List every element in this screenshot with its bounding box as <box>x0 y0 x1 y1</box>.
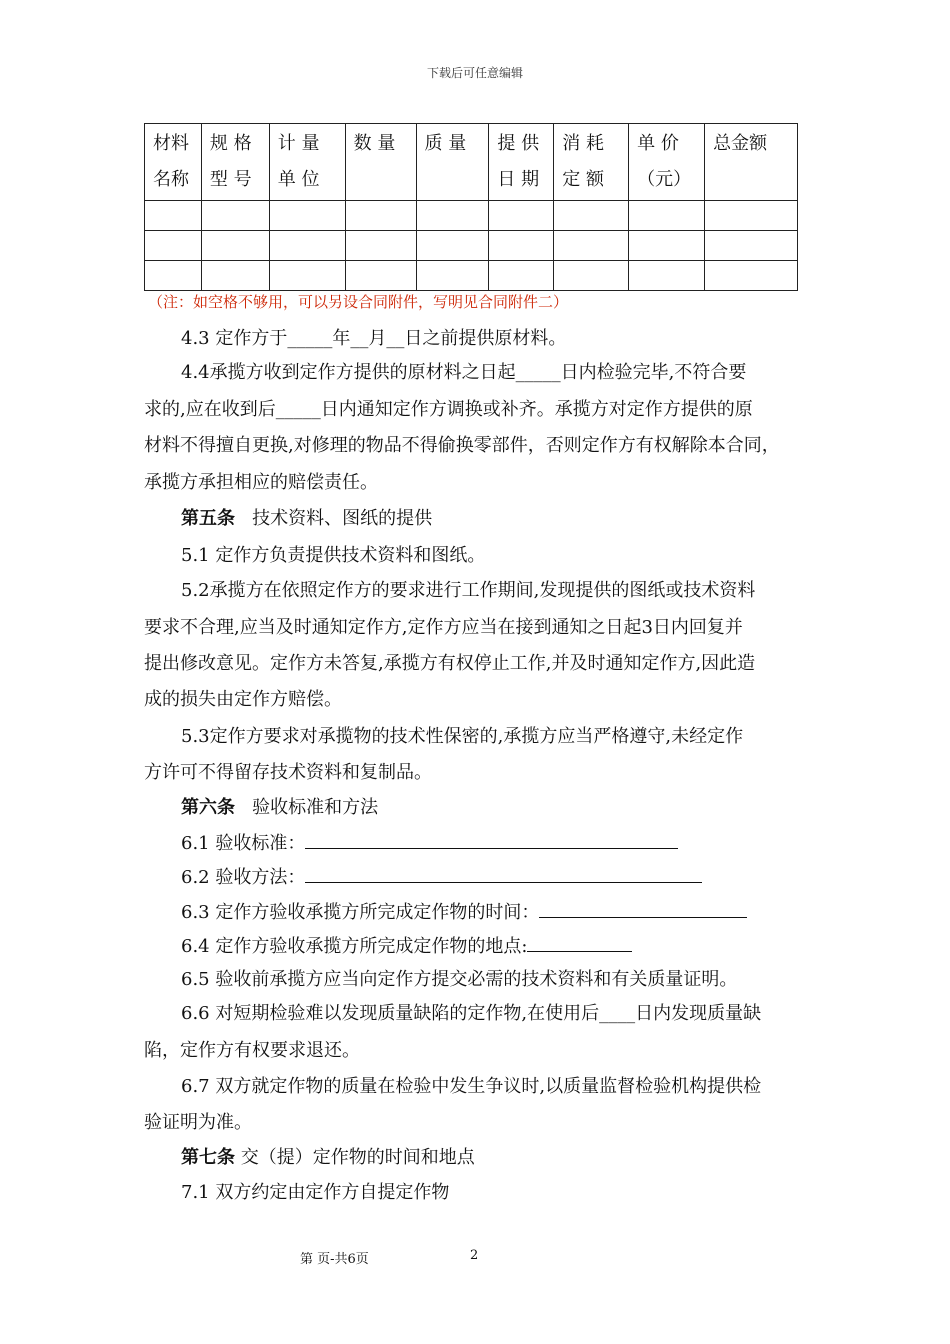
header-cell: 计 量 单 位 <box>269 124 345 201</box>
clause-7-1: 7.1 双方约定由定作方自提定作物 <box>181 1182 450 1203</box>
table-note: （注：如空格不够用，可以另设合同附件，写明见合同附件二） <box>148 293 569 311</box>
header-cell: 规 格 型 号 <box>201 124 269 201</box>
header-cell: 数 量 <box>345 124 416 201</box>
clause-6-4: 6.4 定作方验收承揽方所完成定作物的地点: <box>181 935 632 958</box>
header-cell: 质 量 <box>416 124 489 201</box>
clause-6-6: 陷，定作方有权要求退还。 <box>144 1040 360 1061</box>
clause-4-4: 材料不得擅自更换,对修理的物品不得偷换零部件，否则定作方有权解除本合同， <box>144 435 780 456</box>
page-count: 第 页-共6页 <box>300 1252 369 1267</box>
page-header: 下载后可任意编辑 <box>426 66 523 80</box>
clause-4-3: 4.3 定作方于_____年__月__日之前提供原材料。 <box>181 328 567 349</box>
clause-6-3: 6.3 定作方验收承揽方所完成定作物的时间： <box>181 901 747 924</box>
clause-5-3: 5.3定作方要求对承揽物的技术性保密的,承揽方应当严格遵守,未经定作 <box>181 726 744 747</box>
article-7-heading: 第七条 交（提）定作物的时间和地点 <box>181 1147 475 1168</box>
clause-6-2: 6.2 验收方法： <box>181 866 702 889</box>
clause-6-5: 6.5 验收前承揽方应当向定作方提交必需的技术资料和有关质量证明。 <box>181 969 738 990</box>
header-cell: 消 耗 定 额 <box>554 124 629 201</box>
clause-6-7: 6.7 双方就定作物的质量在检验中发生争议时,以质量监督检验机构提供检 <box>181 1076 762 1097</box>
clause-5-2: 提出修改意见。定作方未答复,承揽方有权停止工作,并及时通知定作方,因此造 <box>144 653 756 674</box>
table-header-row <box>145 124 798 201</box>
article-5-heading: 第五条 技术资料、图纸的提供 <box>181 508 433 529</box>
clause-5-2: 成的损失由定作方赔偿。 <box>144 689 342 710</box>
header-cell: 总金额 <box>705 124 798 201</box>
header-cell: 材料 名称 <box>145 124 202 201</box>
clause-6-7: 验证明为准。 <box>144 1112 252 1133</box>
header-cell: 单 价 （元） <box>629 124 705 201</box>
page-number: 2 <box>470 1248 479 1263</box>
clause-5-2: 要求不合理,应当及时通知定作方,定作方应当在接到通知之日起3日内回复并 <box>144 617 743 638</box>
header-cell: 提 供 日 期 <box>489 124 554 201</box>
table-row <box>145 261 798 291</box>
clause-6-6: 6.6 对短期检验难以发现质量缺陷的定作物,在使用后____日内发现质量缺 <box>181 1003 762 1024</box>
clause-4-4: 承揽方承担相应的赔偿责任。 <box>144 472 378 493</box>
article-6-heading: 第六条 验收标准和方法 <box>181 797 379 818</box>
materials-table <box>144 123 798 291</box>
table-row <box>145 201 798 231</box>
clause-4-4: 4.4承揽方收到定作方提供的原材料之日起_____日内检验完毕,不符合要 <box>181 362 747 383</box>
clause-5-2: 5.2承揽方在依照定作方的要求进行工作期间,发现提供的图纸或技术资料 <box>181 580 756 601</box>
clause-5-3: 方许可不得留存技术资料和复制品。 <box>144 762 432 783</box>
clause-4-4: 求的,应在收到后_____日内通知定作方调换或补齐。承揽方对定作方提供的原 <box>144 399 753 420</box>
table-row <box>145 231 798 261</box>
clause-5-1: 5.1 定作方负责提供技术资料和图纸。 <box>181 545 486 566</box>
clause-6-1: 6.1 验收标准： <box>181 832 678 855</box>
